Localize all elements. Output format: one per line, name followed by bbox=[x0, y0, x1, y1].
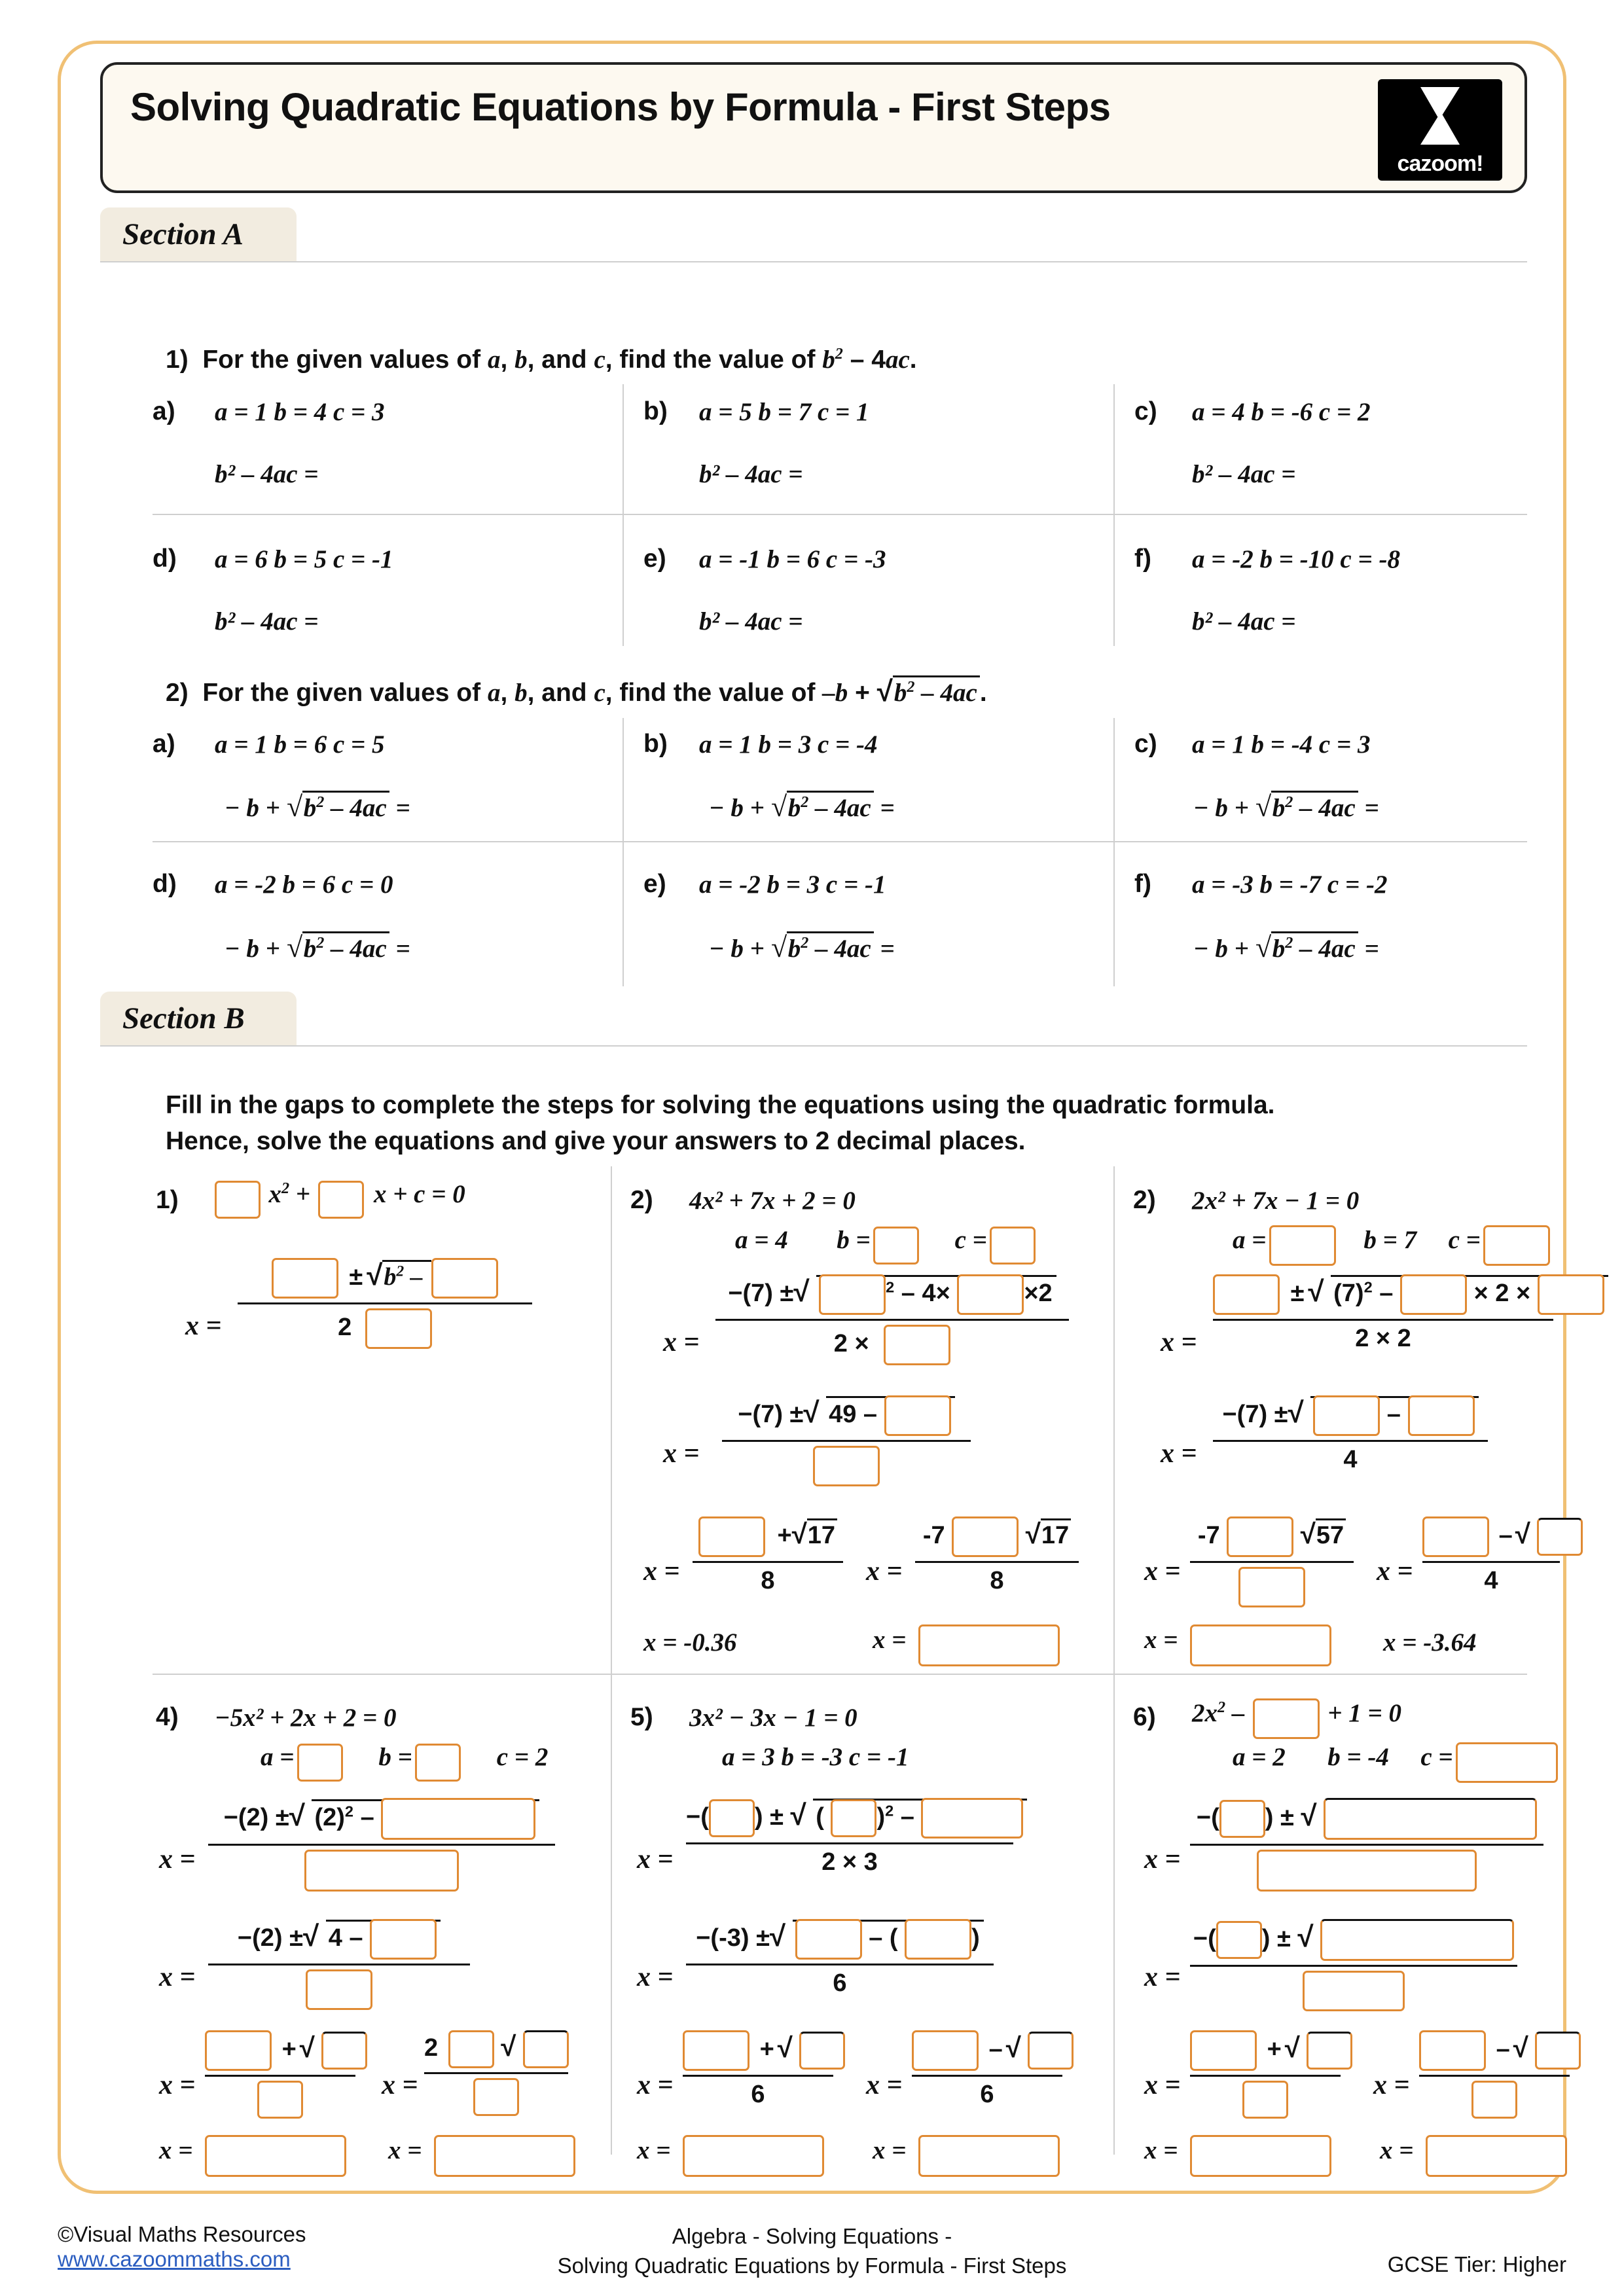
x-label: x = bbox=[1373, 2070, 1410, 2100]
item-tag: e) bbox=[643, 545, 666, 573]
section-a-band bbox=[100, 207, 297, 261]
input-box[interactable] bbox=[1313, 1395, 1380, 1436]
b5-step3-left bbox=[683, 2030, 833, 2109]
divider bbox=[623, 718, 624, 986]
section-b-instructions-line1: Fill in the gaps to complete the steps for solving the equations using the quadratic formula. bbox=[166, 1091, 1275, 1119]
b4-coeffs: a = b = c = 2 bbox=[261, 1742, 548, 1782]
fraction-denominator bbox=[1190, 1971, 1517, 2011]
b5-step2 bbox=[686, 1919, 994, 1998]
input-box[interactable] bbox=[921, 1798, 1023, 1839]
footer-center bbox=[558, 2222, 1067, 2280]
input-box[interactable] bbox=[957, 1274, 1024, 1315]
fraction-denominator: 4 bbox=[1484, 1567, 1498, 1594]
input-box[interactable] bbox=[1537, 1518, 1583, 1556]
input-box[interactable] bbox=[1422, 1516, 1489, 1557]
hourglass-icon bbox=[1420, 87, 1460, 145]
b3-step2 bbox=[1213, 1395, 1488, 1474]
item-values: a = -2 b = -10 c = -8 bbox=[1192, 545, 1400, 573]
input-box[interactable] bbox=[799, 2032, 845, 2070]
item-expression: − $b + √b^2 - 4ac$ = bbox=[1193, 791, 1379, 823]
section-b-instructions-line2: Hence, solve the equations and give your answers to 2 decimal places. bbox=[166, 1127, 1026, 1155]
item-tag: b) bbox=[643, 730, 668, 758]
x-label: x = bbox=[1377, 1556, 1413, 1587]
fraction-numerator: –√ bbox=[1422, 1516, 1560, 1557]
input-box[interactable] bbox=[415, 1744, 461, 1782]
input-box[interactable] bbox=[813, 1446, 880, 1486]
fraction-numerator: – √ bbox=[912, 2030, 1062, 2071]
x-label: x = bbox=[159, 2136, 193, 2165]
website-link[interactable]: www.cazoommaths.com bbox=[58, 2247, 291, 2271]
b6-coeffs: a = 2 b = -4 c = bbox=[1233, 1742, 1558, 1783]
fraction-denominator: 2 bbox=[238, 1308, 532, 1349]
item-tag: 5) bbox=[630, 1703, 653, 1731]
item-tag: a) bbox=[153, 730, 175, 758]
fraction-denominator: 4 bbox=[1343, 1446, 1358, 1473]
input-box[interactable] bbox=[205, 2030, 272, 2071]
input-box[interactable] bbox=[215, 1181, 261, 1219]
input-box[interactable] bbox=[1257, 1850, 1477, 1892]
fraction-denominator bbox=[424, 2078, 568, 2116]
item-tag: 4) bbox=[156, 1703, 179, 1731]
fraction-denominator bbox=[1190, 1567, 1354, 1607]
input-box[interactable] bbox=[1242, 2081, 1288, 2119]
item-values: a = -3 b = -7 c = -2 bbox=[1192, 870, 1388, 899]
fraction-denominator: 6 bbox=[833, 1969, 847, 1997]
input-box[interactable] bbox=[448, 2030, 494, 2068]
answer-box[interactable] bbox=[434, 2135, 575, 2177]
fraction-numerator: + √ bbox=[683, 2030, 833, 2071]
fraction-denominator: 8 bbox=[990, 1567, 1004, 1594]
input-box[interactable] bbox=[1400, 1274, 1467, 1315]
b2-step2 bbox=[722, 1395, 971, 1486]
x-label: x = bbox=[663, 1327, 700, 1357]
item-tag: f) bbox=[1134, 545, 1151, 573]
input-box[interactable] bbox=[819, 1274, 886, 1315]
input-box[interactable] bbox=[365, 1308, 432, 1349]
item-expression: b² – 4ac = bbox=[1192, 460, 1296, 488]
item-tag: f) bbox=[1134, 870, 1151, 898]
input-box[interactable] bbox=[1190, 2030, 1257, 2071]
fraction-numerator: -7 √57 bbox=[1190, 1516, 1354, 1557]
input-box[interactable] bbox=[381, 1798, 535, 1840]
input-box[interactable] bbox=[1483, 1225, 1550, 1266]
fraction-numerator: −(2) ±√ 4 – bbox=[208, 1919, 470, 1960]
input-box[interactable] bbox=[831, 1799, 876, 1837]
b2-equation: 4x² + 7x + 2 = 0 bbox=[689, 1187, 856, 1215]
item-expression: − $b + √b^2 - 4ac$ = bbox=[709, 931, 895, 963]
item-tag: c) bbox=[1134, 397, 1157, 425]
input-box[interactable] bbox=[952, 1516, 1019, 1557]
fraction-numerator: −(7) ±√ – bbox=[1213, 1395, 1488, 1436]
input-box[interactable] bbox=[1307, 2032, 1352, 2070]
item-tag: d) bbox=[153, 545, 177, 573]
item-tag: b) bbox=[643, 397, 668, 425]
logo-brand: cazoom! bbox=[1397, 151, 1483, 176]
section-b-label: Section B bbox=[122, 1001, 245, 1035]
item-values: a = 5 b = 7 c = 1 bbox=[699, 398, 869, 426]
fraction-numerator: ± $√b^2$ – bbox=[238, 1258, 532, 1299]
b3-answer-right: x = -3.64 bbox=[1383, 1628, 1477, 1657]
fraction-numerator: + √ bbox=[205, 2030, 355, 2071]
input-box[interactable] bbox=[905, 1919, 971, 1960]
input-box[interactable] bbox=[318, 1181, 364, 1219]
b5-equation: 3x² − 3x − 1 = 0 bbox=[689, 1704, 857, 1732]
input-box[interactable] bbox=[795, 1919, 862, 1960]
fraction-numerator: −(2) ±√ $(2)^2$ – bbox=[208, 1798, 555, 1840]
section-a-label: Section A bbox=[122, 217, 244, 251]
fraction-numerator: −( ) ± √ bbox=[1190, 1798, 1543, 1840]
input-box[interactable] bbox=[1324, 1798, 1537, 1840]
input-box[interactable] bbox=[306, 1969, 372, 2010]
divider bbox=[100, 261, 1527, 262]
x-label: x = bbox=[637, 1844, 674, 1874]
input-box[interactable] bbox=[1269, 1225, 1336, 1266]
b6-step3-left bbox=[1190, 2030, 1341, 2119]
item-expression: − $b + √b^2 - 4ac$ = bbox=[225, 791, 410, 823]
b2-answer-right bbox=[873, 1624, 1060, 1666]
x-label: x = bbox=[1144, 1844, 1181, 1874]
item-tag: 2) bbox=[1133, 1186, 1156, 1214]
input-box[interactable] bbox=[1219, 1800, 1265, 1838]
b3-step3-left bbox=[1190, 1516, 1354, 1607]
item-expression: − $b + √b^2 - 4ac$ = bbox=[1193, 931, 1379, 963]
item-tag: 6) bbox=[1133, 1703, 1156, 1731]
item-values: a = -1 b = 6 c = -3 bbox=[699, 545, 886, 573]
input-box[interactable] bbox=[1535, 2032, 1581, 2070]
input-box[interactable] bbox=[257, 2081, 303, 2119]
b1-fraction bbox=[238, 1258, 532, 1349]
worksheet-frame bbox=[58, 41, 1566, 2194]
b2-step3-left bbox=[693, 1516, 843, 1595]
x-label: x = bbox=[866, 1556, 903, 1587]
question-1-prompt: 1) For the given values of a, b, and c, find the value of $b^2 - 4ac$. bbox=[166, 345, 917, 374]
input-box[interactable] bbox=[709, 1799, 755, 1837]
b4-answer-right bbox=[388, 2135, 575, 2177]
item-values: a = 1 b = 3 c = -4 bbox=[699, 730, 878, 759]
item-values: a = -2 b = 3 c = -1 bbox=[699, 870, 886, 899]
fraction-denominator: 2 × 2 bbox=[1355, 1325, 1411, 1352]
b5-coeffs: a = 3 b = -3 c = -1 bbox=[722, 1743, 909, 1771]
input-box[interactable] bbox=[297, 1744, 343, 1782]
item-tag: 2) bbox=[630, 1186, 653, 1214]
x-label: x = bbox=[637, 2070, 674, 2100]
input-box[interactable] bbox=[683, 2030, 749, 2071]
fraction-denominator bbox=[1419, 2081, 1570, 2119]
input-box[interactable] bbox=[523, 2030, 569, 2068]
input-box[interactable] bbox=[1213, 1274, 1280, 1315]
fraction-numerator: +√17 bbox=[693, 1516, 843, 1557]
x-label: x = bbox=[873, 2136, 907, 2165]
fraction-numerator: −(7) ±√ 49 – bbox=[722, 1395, 971, 1436]
divider bbox=[1113, 1166, 1115, 2155]
x-label: x = bbox=[866, 2070, 903, 2100]
item-expression: − $b + √b^2 - 4ac$ = bbox=[709, 791, 895, 823]
fraction-numerator: -7 √17 bbox=[915, 1516, 1079, 1557]
fraction-numerator: 2 √ bbox=[424, 2030, 568, 2068]
b5-step3-right bbox=[912, 2030, 1062, 2109]
item-values: a = 1 b = 6 c = 5 bbox=[215, 730, 385, 759]
title-bar bbox=[100, 62, 1527, 193]
x-label: x = bbox=[382, 2070, 418, 2100]
cazoom-logo bbox=[1378, 79, 1502, 181]
fraction-numerator: – √ bbox=[1419, 2030, 1570, 2071]
b1-equation: $x^2 + x + c = 0$ bbox=[215, 1179, 465, 1219]
fraction-numerator: ± √ $(7)^2$ – × 2 × bbox=[1213, 1274, 1553, 1315]
item-values: a = 1 b = 4 c = 3 bbox=[215, 398, 385, 426]
input-box[interactable] bbox=[884, 1395, 951, 1436]
item-expression: b² – 4ac = bbox=[699, 607, 803, 636]
input-box[interactable] bbox=[1303, 1971, 1405, 2011]
fraction-numerator: −(-3) ±√ – ( ) bbox=[686, 1919, 994, 1960]
answer-box[interactable] bbox=[205, 2135, 346, 2177]
b6-step3-right bbox=[1419, 2030, 1570, 2119]
input-box[interactable] bbox=[272, 1258, 338, 1299]
item-tag: e) bbox=[643, 870, 666, 898]
copyright-text: ©Visual Maths Resources bbox=[58, 2222, 306, 2246]
b2-step3-right bbox=[915, 1516, 1079, 1595]
fraction-numerator: −( ) ± √ bbox=[1190, 1919, 1517, 1961]
answer-box[interactable] bbox=[918, 2135, 1060, 2177]
b2-coeffs: a = 4 b = c = bbox=[735, 1225, 1036, 1265]
item-expression: b² – 4ac = bbox=[699, 460, 803, 488]
x-label: x = bbox=[1144, 1556, 1181, 1587]
b4-step3-left bbox=[205, 2030, 355, 2119]
fraction-denominator bbox=[205, 2081, 355, 2119]
input-box[interactable] bbox=[1028, 2032, 1074, 2070]
input-box[interactable] bbox=[1408, 1395, 1475, 1436]
b4-step3-right bbox=[424, 2030, 568, 2116]
input-box[interactable] bbox=[1471, 2081, 1517, 2119]
input-box[interactable] bbox=[1538, 1274, 1604, 1315]
divider bbox=[153, 1674, 1527, 1675]
x-label: x = bbox=[159, 1844, 196, 1874]
fraction-numerator: −(7) ±√ $^2$ – 4× ×2 bbox=[715, 1274, 1069, 1315]
x-label: x = bbox=[1144, 1962, 1181, 1992]
b3-coeffs: a = b = 7 c = bbox=[1233, 1225, 1550, 1266]
x-label: x = bbox=[1380, 2136, 1414, 2165]
footer-left bbox=[58, 2222, 306, 2272]
input-box[interactable] bbox=[1216, 1921, 1262, 1959]
b6-answer-right bbox=[1380, 2135, 1567, 2177]
input-box[interactable] bbox=[912, 2030, 979, 2071]
fraction-denominator: 8 bbox=[761, 1567, 775, 1594]
x-label: x = bbox=[1144, 2070, 1181, 2100]
divider bbox=[100, 1045, 1527, 1047]
input-box[interactable] bbox=[698, 1516, 765, 1557]
b5-step1 bbox=[686, 1798, 1013, 1876]
section-b-band bbox=[100, 992, 297, 1045]
question-2-prompt: 2) For the given values of a, b, and c, find the value of $-b + √b^2 - 4ac$ . bbox=[166, 675, 987, 708]
b6-step1 bbox=[1190, 1798, 1543, 1892]
item-tag: d) bbox=[153, 870, 177, 898]
fraction-denominator bbox=[722, 1446, 971, 1486]
item-values: a = 4 b = -6 c = 2 bbox=[1192, 398, 1371, 426]
input-box[interactable] bbox=[1227, 1516, 1293, 1557]
page-title: Solving Quadratic Equations by Formula - First Steps bbox=[130, 85, 1111, 129]
input-box[interactable] bbox=[370, 1919, 437, 1960]
x-label: x = bbox=[185, 1311, 222, 1341]
item-tag: c) bbox=[1134, 730, 1157, 758]
fraction-denominator bbox=[208, 1969, 470, 2010]
b6-equation: $2x^2$ – + 1 = 0 bbox=[1192, 1698, 1401, 1739]
b4-equation: −5x² + 2x + 2 = 0 bbox=[215, 1704, 397, 1732]
answer-box[interactable] bbox=[1190, 1624, 1331, 1666]
fraction-denominator: 6 bbox=[751, 2081, 765, 2108]
b5-answer-right bbox=[873, 2135, 1060, 2177]
b6-step2 bbox=[1190, 1919, 1517, 2011]
b3-equation: 2x² + 7x − 1 = 0 bbox=[1192, 1187, 1360, 1215]
fraction-numerator: −( ) ± √ ( )$^2$ – bbox=[686, 1798, 1013, 1839]
fraction-denominator bbox=[1190, 1850, 1543, 1892]
x-label: x = bbox=[873, 1626, 907, 1655]
divider bbox=[153, 841, 1527, 842]
divider bbox=[1113, 718, 1115, 986]
answer-box[interactable] bbox=[683, 2135, 824, 2177]
item-tag: a) bbox=[153, 397, 175, 425]
input-box[interactable] bbox=[1419, 2030, 1486, 2071]
input-box[interactable] bbox=[884, 1325, 950, 1365]
x-label: x = bbox=[637, 2136, 671, 2165]
divider bbox=[1113, 384, 1115, 646]
input-box[interactable] bbox=[1238, 1567, 1305, 1607]
answer-box[interactable] bbox=[1190, 2135, 1331, 2177]
input-box[interactable] bbox=[304, 1850, 459, 1892]
item-expression: − $b + √b^2 - 4ac$ = bbox=[225, 931, 410, 963]
footer-topic: Solving Quadratic Equations by Formula - First Steps bbox=[557, 2253, 1067, 2278]
x-label: x = bbox=[1161, 1327, 1197, 1357]
x-label: x = bbox=[1144, 2136, 1178, 2165]
input-box[interactable] bbox=[321, 2032, 367, 2070]
x-label: x = bbox=[643, 1556, 680, 1587]
item-expression: b² – 4ac = bbox=[1192, 607, 1296, 636]
x-label: x = bbox=[388, 2136, 422, 2165]
input-box[interactable] bbox=[431, 1258, 498, 1299]
fraction-denominator bbox=[1190, 2081, 1341, 2119]
x-label: x = bbox=[663, 1439, 700, 1469]
item-tag: 1) bbox=[156, 1186, 179, 1214]
b2-answer-left: x = -0.36 bbox=[643, 1628, 737, 1657]
item-values: a = -2 b = 6 c = 0 bbox=[215, 870, 393, 899]
footer-subject: Algebra - Solving Equations - bbox=[672, 2224, 952, 2248]
item-values: a = 6 b = 5 c = -1 bbox=[215, 545, 393, 573]
x-label: x = bbox=[1144, 1626, 1178, 1655]
input-box[interactable] bbox=[990, 1227, 1036, 1265]
item-values: a = 1 b = -4 c = 3 bbox=[1192, 730, 1371, 759]
b5-answer-left bbox=[637, 2135, 824, 2177]
input-box[interactable] bbox=[1456, 1742, 1558, 1783]
b4-answer-left bbox=[159, 2135, 346, 2177]
input-box[interactable] bbox=[873, 1227, 919, 1265]
x-label: x = bbox=[159, 2070, 196, 2100]
divider bbox=[623, 384, 624, 646]
b6-answer-left bbox=[1144, 2135, 1331, 2177]
fraction-numerator: + √ bbox=[1190, 2030, 1341, 2071]
b3-answer-left bbox=[1144, 1624, 1331, 1666]
fraction-denominator: 2 × bbox=[715, 1325, 1069, 1365]
footer-tier: GCSE Tier: Higher bbox=[1387, 2252, 1566, 2276]
input-box[interactable] bbox=[1253, 1698, 1320, 1739]
item-expression: b² – 4ac = bbox=[215, 607, 319, 636]
b3-step1 bbox=[1213, 1274, 1553, 1353]
fraction-denominator bbox=[208, 1850, 555, 1892]
x-label: x = bbox=[159, 1962, 196, 1992]
answer-box[interactable] bbox=[1426, 2135, 1567, 2177]
fraction-denominator: 2 × 3 bbox=[821, 1848, 878, 1876]
divider bbox=[611, 1166, 612, 2155]
b4-step2 bbox=[208, 1919, 470, 2010]
b2-step1 bbox=[715, 1274, 1069, 1365]
fraction-denominator: 6 bbox=[980, 2081, 994, 2108]
b4-step1 bbox=[208, 1798, 555, 1892]
answer-box[interactable] bbox=[918, 1624, 1060, 1666]
b3-step3-right bbox=[1422, 1516, 1560, 1595]
divider bbox=[153, 514, 1527, 515]
x-label: x = bbox=[1161, 1439, 1197, 1469]
input-box[interactable] bbox=[1320, 1919, 1514, 1961]
item-expression: b² – 4ac = bbox=[215, 460, 319, 488]
input-box[interactable] bbox=[473, 2078, 519, 2116]
x-label: x = bbox=[637, 1962, 674, 1992]
